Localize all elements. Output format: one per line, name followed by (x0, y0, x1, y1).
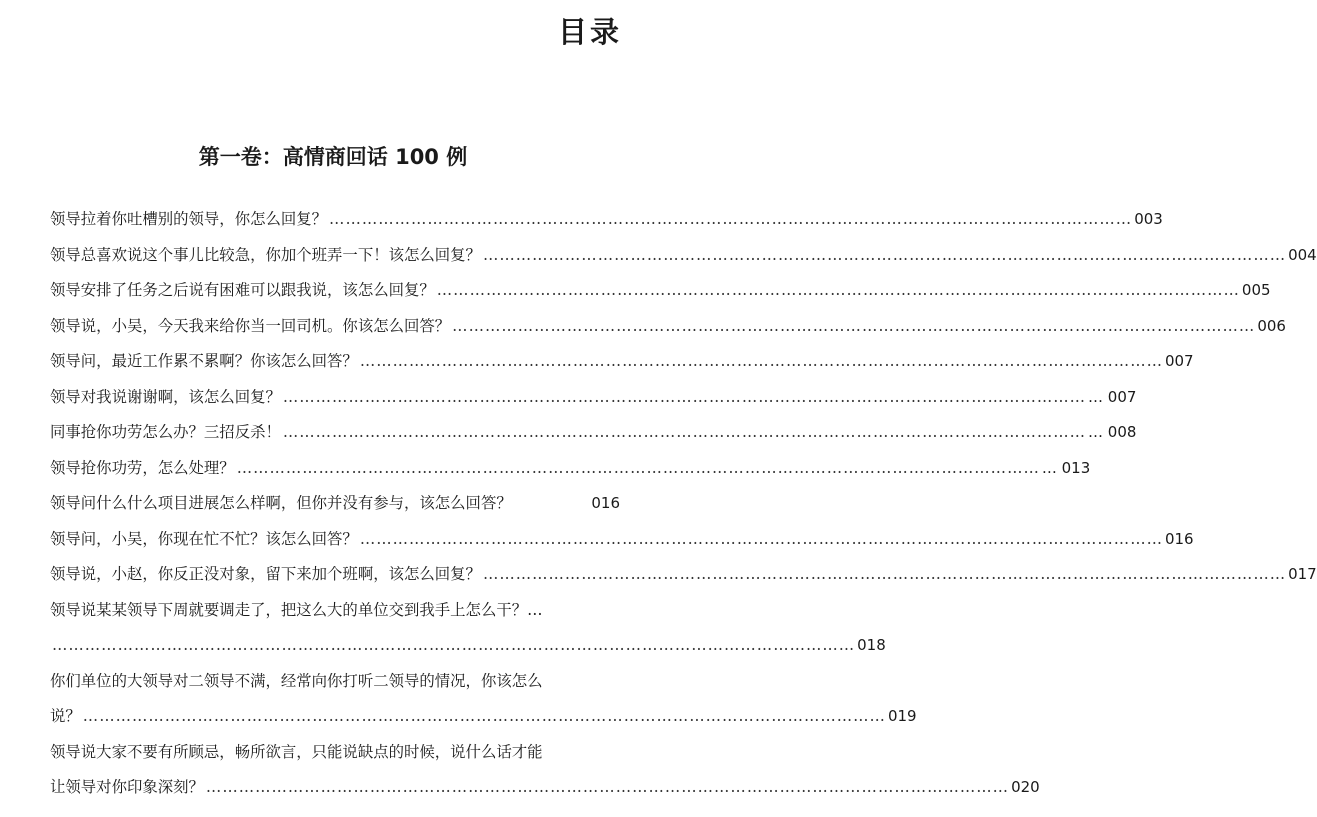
toc-entry-title: 你们单位的大领导对二领导不满，经常向你打听二领导的情况，你该怎么 (50, 671, 543, 690)
toc-entry-page: 016 (1164, 529, 1194, 548)
toc-entry[interactable] (50, 557, 1317, 593)
toc-entry-title: 领导问，最近工作累不累啊？你该怎么回答？ (50, 352, 358, 370)
toc-entry-page: … 007 (1088, 387, 1137, 406)
toc-entry-line (50, 664, 620, 700)
toc-entry[interactable] (50, 380, 1137, 416)
toc-entry-title: 领导对我说谢谢啊，该怎么回复？ (50, 387, 281, 406)
toc-entry-page: 016 (591, 494, 620, 512)
toc-entry-page-number: 008 (1107, 423, 1137, 441)
toc-entry-title: 领导拉着你吐槽别的领导，你怎么回复？ (50, 210, 328, 228)
toc-entry-title: 领导说，小赵，你反正没对象，留下来加个班啊，该怎么回复？ (50, 565, 481, 583)
toc-entry-title: 说？ (50, 707, 81, 725)
dot-leader: ………………………………………………………………………………………………………………………………… (329, 210, 1133, 228)
toc-entry-line (50, 628, 886, 664)
toc-entry[interactable] (50, 451, 1091, 487)
toc-entry-title: 领导总喜欢说这个事儿比较急，你加个班弄一下！该怎么回复？ (50, 245, 481, 264)
toc-entry-title: 领导说某某领导下周就要调走了，把这么大的单位交到我手上怎么干？… (50, 600, 543, 619)
toc-entry[interactable] (50, 522, 1194, 558)
dot-leader: ………………………………………………………………………………………………………………………………… (436, 281, 1240, 299)
volume-title: 第一卷：高情商回话 100 例 (198, 145, 468, 169)
toc-entry-title: 领导安排了任务之后说有困难可以跟我说，该怎么回复？ (50, 281, 435, 299)
toc-entry-page-number: 007 (1107, 387, 1137, 406)
toc-entry-line (50, 770, 1040, 806)
toc-entry[interactable] (50, 309, 1286, 345)
toc-entry-title: 同事抢你功劳怎么办？三招反杀！ (50, 423, 281, 441)
toc-entry-title: 领导抢你功劳，怎么处理？ (50, 458, 235, 477)
toc-entry-page: 019 (887, 707, 917, 725)
toc-entry[interactable] (50, 202, 1163, 238)
toc-entry-page: 003 (1134, 210, 1163, 228)
dot-leader: ………………………………………………………………………………………………………………………………… (482, 565, 1287, 583)
toc-entry-title: 领导问，小吴，你现在忙不忙？该怎么回答？ (50, 529, 358, 548)
toc-entry-page-number: 013 (1061, 458, 1091, 477)
toc-entry-page: 007 (1164, 352, 1194, 370)
toc-entry[interactable] (50, 735, 1040, 806)
toc-entry-page: … 008 (1088, 423, 1137, 441)
toc-entry[interactable] (50, 664, 917, 735)
toc-entry[interactable] (50, 415, 1137, 451)
toc-entry-page: 006 (1257, 316, 1286, 335)
dot-leader: ………………………………………………………………………………………………………………………………… (82, 707, 886, 725)
dot-leader: ………………………………………………………………………………………………………………………………… (52, 636, 856, 654)
toc-entry-line (50, 735, 620, 771)
toc-entry[interactable] (50, 486, 620, 522)
toc-entry-title: 让领导对你印象深刻？ (50, 778, 204, 796)
dot-leader: ………………………………………………………………………………………………………………………………… (452, 316, 1256, 335)
toc-entry-line (50, 593, 620, 629)
toc-entry-page: 004 (1288, 245, 1317, 264)
toc-entry-page: … 013 (1041, 458, 1091, 477)
toc-entry[interactable] (50, 593, 886, 664)
toc-entry-title: 领导问什么什么项目进展怎么样啊，但你并没有参与，该怎么回答？ (50, 494, 512, 512)
toc-entry-page: 005 (1241, 281, 1271, 299)
toc-entry-page: 020 (1011, 778, 1040, 796)
dot-leader: ………………………………………………………………………………………………………………………………… (359, 529, 1163, 548)
toc-entry[interactable] (50, 273, 1271, 309)
dot-leader: ………………………………………………………………………………………………………………………………… (482, 245, 1287, 264)
toc-entry-title: 领导说，小吴，今天我来给你当一回司机。你该怎么回答？ (50, 316, 451, 335)
toc-entry-page: 017 (1288, 565, 1317, 583)
toc-entry-page: 018 (857, 636, 886, 654)
dot-leader: ………………………………………………………………………………………………………………………………… (205, 778, 1010, 796)
dot-leader: ………………………………………………………………………………………………………………………………… (282, 423, 1087, 441)
toc-entry-line (50, 699, 917, 735)
toc-entry-title: 领导说大家不要有所顾忌，畅所欲言，只能说缺点的时候，说什么话才能 (50, 742, 543, 761)
dot-leader: ………………………………………………………………………………………………………………………………… (236, 458, 1040, 477)
page-title: 目录 (557, 15, 622, 49)
table-of-contents (50, 202, 1317, 806)
toc-entry[interactable] (50, 344, 1194, 380)
dot-leader: ………………………………………………………………………………………………………………………………… (359, 352, 1163, 370)
dot-leader: ………………………………………………………………………………………………………………………………… (282, 387, 1087, 406)
toc-entry[interactable] (50, 238, 1317, 274)
